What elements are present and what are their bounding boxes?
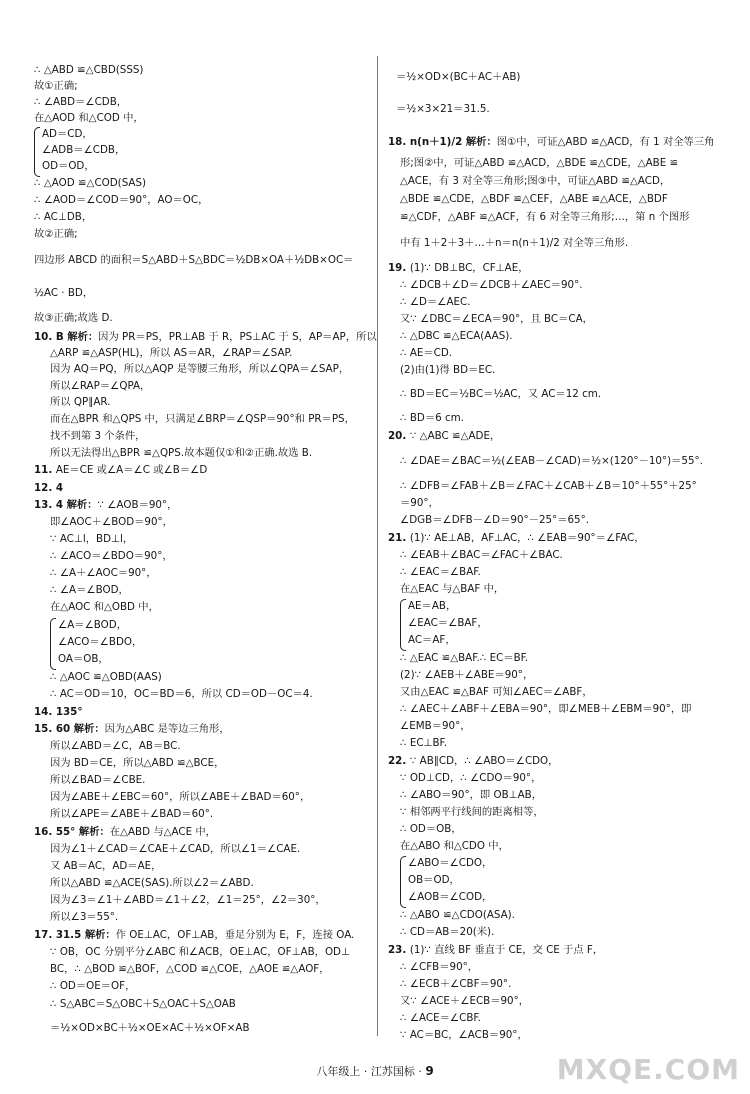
left-line (34, 96, 127, 109)
solution-text: 所以∠3＝55°. (50, 911, 119, 923)
right-line (400, 193, 668, 206)
analysis-label: 解析： (81, 929, 116, 941)
left-line (50, 911, 118, 924)
left-line (50, 396, 110, 409)
left-line (50, 860, 161, 873)
right-line (400, 772, 541, 785)
solution-text: 所以无法得出△BPR ≌△QPS.故本题仅①和②正确.故选 B. (50, 447, 313, 459)
solution-text: 所以∠APE＝∠ABE＋∠BAD＝60°. (50, 808, 214, 820)
left-line (50, 757, 224, 770)
solution-text: BC，∴ △BOD ≌△BOF，△COD ≌△COE，△AOE ≌△AOF， (50, 963, 330, 975)
right-line (400, 686, 593, 699)
solution-text: ∵ OD⊥CD，∴ ∠CDO＝90°， (400, 772, 542, 784)
solution-text: 又∵ ∠ACE＋∠ECB＝90°， (400, 995, 530, 1007)
right-line (400, 840, 509, 853)
solution-text: 四边形 ABCD 的面积＝S△ABD＋S△BDC＝½DB×OA＋½DB×OC＝ (34, 254, 354, 266)
right-line (400, 364, 495, 377)
solution-text: ∵ AC＝BC，∠ACB＝90°， (400, 1029, 528, 1041)
question-number: 11. (34, 464, 56, 476)
solution-text: ∴ △ABD ≌△CBD(SSS) (34, 64, 144, 76)
solution-text: 故①正确; (34, 80, 78, 92)
footer-text: 八年级上 · 江苏国标 · (316, 1065, 426, 1078)
system-brace (50, 618, 56, 670)
left-line (34, 482, 63, 495)
solution-text: 作 OE⊥AC，OF⊥AB，垂足分别为 E，F，连接 OA. (115, 929, 355, 941)
left-line (58, 636, 142, 649)
solution-text: (1)∵ DB⊥BC，CF⊥AE， (409, 262, 529, 274)
page-number: 9 (425, 1064, 434, 1078)
solution-text: 所以∠ABD＝∠C，AB＝BC. (50, 740, 181, 752)
right-line (400, 1012, 481, 1025)
right-line (400, 480, 697, 493)
solution-text: 形;图②中，可证△ABD ≌△ACD，△BDE ≌△CDE，△ABE ≌ (400, 157, 679, 169)
right-line (388, 944, 603, 957)
solution-text: ∵ ∠AOB＝90°， (97, 499, 178, 511)
right-line (400, 926, 494, 939)
left-line (34, 80, 78, 93)
solution-text: ∴ △ABO ≌△CDO(ASA). (400, 909, 515, 921)
question-number: 19. (388, 262, 410, 274)
question-number: 23. (388, 944, 410, 956)
solution-text: 即∠AOC＋∠BOD＝90°， (50, 516, 173, 528)
left-line (34, 64, 143, 77)
right-line (396, 71, 520, 84)
left-line (50, 843, 300, 856)
left-line (50, 447, 312, 460)
solution-text: ＝½×OD×BC＋½×OE×AC＋½×OF×AB (50, 1022, 250, 1034)
right-line (400, 211, 689, 224)
solution-text: 所以∠RAP＝∠QPA， (50, 380, 151, 392)
question-number: 18. (388, 136, 410, 148)
left-line (50, 516, 173, 529)
question-number: 21. (388, 532, 410, 544)
question-number: 12. 4 (34, 482, 63, 494)
right-line (400, 313, 593, 326)
solution-text: 故③正确;故选 D. (34, 312, 113, 324)
left-line (50, 946, 350, 959)
left-line (34, 464, 207, 477)
right-line (388, 136, 714, 149)
solution-text: ∴ OD＝OB， (400, 823, 462, 835)
left-line (50, 533, 133, 546)
right-line (400, 909, 515, 922)
solution-text: OD＝OD， (42, 160, 95, 172)
solution-text: ∴ ∠ECB＋∠CBF＝90°. (400, 978, 512, 990)
solution-text: ∴ △AOC ≌△OBD(AAS) (50, 671, 162, 683)
right-line (408, 600, 456, 613)
left-line (34, 826, 216, 839)
solution-text: △ACE，有 3 对全等三角形;图③中，可证△ABD ≌△ACD， (400, 175, 671, 187)
left-line (34, 177, 146, 190)
right-line (400, 961, 478, 974)
solution-text: 找不到第 3 个条件， (50, 430, 146, 442)
question-number: 17. 31.5 (34, 929, 82, 941)
question-number: 10. B (34, 331, 64, 343)
right-line (400, 455, 703, 468)
right-line (388, 430, 500, 443)
solution-text: AC＝AF， (408, 634, 456, 646)
question-number: 15. 60 (34, 723, 71, 735)
analysis-label: 解析： (70, 723, 105, 735)
left-line (50, 894, 326, 907)
solution-text: 故②正确; (34, 228, 78, 240)
solution-text: (2)∵ ∠AEB＋∠ABE＝90°， (400, 669, 534, 681)
solution-text: ∴ ∠AEC＋∠ABF＋∠EBA＝90°，即∠MEB＋∠EBM＝90°，即 (400, 703, 692, 715)
left-line (34, 706, 82, 719)
right-line (388, 532, 645, 545)
left-line (34, 254, 353, 267)
solution-text: ∴ △EAC ≌△BAF.∴ EC＝BF. (400, 652, 529, 664)
left-line (34, 312, 113, 325)
left-line (50, 430, 145, 443)
solution-text: (2)由(1)得 BD＝EC. (400, 364, 496, 376)
analysis-label: 解析： (63, 499, 98, 511)
solution-text: (1)∵ AE⊥AB，AF⊥AC，∴ ∠EAB＝90°＝∠FAC， (409, 532, 645, 544)
solution-text: ½AC · BD， (34, 287, 94, 299)
right-line (408, 891, 492, 904)
solution-text: ∠AOB＝∠COD， (408, 891, 493, 903)
solution-text: ∴ ∠EAB＋∠BAC＝∠FAC＋∠BAC. (400, 549, 563, 561)
left-line (58, 619, 127, 632)
right-line (400, 330, 513, 343)
solution-text: ＝½×OD×(BC＋AC＋AB) (396, 71, 521, 83)
question-number: 14. 135° (34, 706, 83, 718)
left-line (50, 567, 157, 580)
solution-text: ∴ ∠DCB＋∠D＝∠DCB＋∠AEC＝90°. (400, 279, 583, 291)
solution-text: AE＝CE 或∠A＝∠C 或∠B＝∠D (55, 464, 208, 476)
solution-text: ∴ ∠ACO＝∠BDO＝90°， (50, 550, 173, 562)
right-line (400, 514, 589, 527)
solution-text: ∠DGB＝∠DFB－∠D＝90°－25°＝65°. (400, 514, 590, 526)
left-line (34, 194, 208, 207)
solution-text: ∴ ∠D＝∠AEC. (400, 296, 471, 308)
solution-text: ∴ ∠ACE＝∠CBF. (400, 1012, 481, 1024)
solution-text: 因为∠ABE＋∠EBC＝60°，所以∠ABE＋∠BAD＝60°， (50, 791, 311, 803)
solution-text: 因为 AQ＝PQ，所以△AQP 是等腰三角形，所以∠QPA＝∠SAP， (50, 363, 350, 375)
left-line (50, 671, 162, 684)
right-line (400, 669, 533, 682)
right-line (388, 262, 529, 275)
solution-text: ∠EMB＝90°， (400, 720, 471, 732)
left-line (50, 774, 145, 787)
solution-text: 图①中，可证△ABD ≌△ACD，有 1 对全等三角 (496, 136, 715, 148)
solution-text: OA＝OB， (58, 653, 109, 665)
solution-text: ∴ AE＝CD. (400, 347, 453, 359)
right-line (400, 720, 471, 733)
solution-text: 因为 PR＝PS，PR⊥AB 于 R，PS⊥AC 于 S，AP＝AP，所以 (98, 331, 377, 343)
solution-text: ∴ ∠AOD＝∠COD＝90°，AO＝OC， (34, 194, 209, 206)
left-line (50, 380, 150, 393)
right-line (400, 175, 670, 188)
left-line (34, 723, 230, 736)
left-line (42, 144, 125, 157)
solution-text: ∴ OD＝OE＝OF， (50, 980, 136, 992)
right-line (400, 789, 542, 802)
right-line (400, 703, 691, 716)
solution-text: ∴ ∠ABD＝∠CDB， (34, 96, 128, 108)
solution-text: (1)∵ 直线 BF 垂直于 CE，交 CE 于点 F， (409, 944, 604, 956)
question-number: 16. 55° (34, 826, 76, 838)
solution-text: ∴ ∠EAC＝∠BAF. (400, 566, 481, 578)
analysis-label: 解析： (75, 826, 110, 838)
question-number: 13. 4 (34, 499, 63, 511)
solution-text: 在△ABD 与△ACE 中， (109, 826, 216, 838)
right-line (408, 874, 460, 887)
left-line (50, 413, 355, 426)
solution-text: 又 AB＝AC，AD＝AE， (50, 860, 162, 872)
solution-text: ∴ △AOD ≌△COD(SAS) (34, 177, 147, 189)
left-line (50, 688, 313, 701)
right-line (400, 1029, 528, 1042)
right-line (400, 978, 511, 991)
right-line (388, 755, 558, 768)
solution-text: ∴ EC⊥BF. (400, 737, 448, 749)
right-line (408, 617, 488, 630)
solution-text: ∠ABO＝∠CDO， (408, 857, 493, 869)
solution-text: ∵ △ABC ≌△ADE， (409, 430, 501, 442)
solution-text: ∴ BD＝6 cm. (400, 412, 464, 424)
solution-text: △BDE ≌△CDE，△BDF ≌△CEF，△ABE ≌△ACE，△BDF (400, 193, 668, 205)
solution-text: ∵ AC⊥l，BD⊥l， (50, 533, 134, 545)
solution-text: ＝½×3×21＝31.5. (396, 103, 490, 115)
solution-text: ∠ADB＝∠CDB， (42, 144, 126, 156)
left-line (50, 963, 330, 976)
solution-text: ＝90°， (400, 497, 439, 509)
left-line (34, 499, 177, 512)
left-line (50, 791, 310, 804)
right-line (400, 566, 481, 579)
right-line (400, 412, 464, 425)
watermark: MXQE.COM (556, 1053, 740, 1086)
solution-text: ∴ CD＝AB＝20(米). (400, 926, 495, 938)
left-line (50, 584, 129, 597)
solution-text: ∵ AB∥CD，∴ ∠ABO＝∠CDO， (409, 755, 559, 767)
left-line (50, 877, 254, 890)
solution-text: ∴ AC⊥DB， (34, 211, 93, 223)
solution-text: 又∵ ∠DBC＝∠ECA＝90°，且 BC＝CA， (400, 313, 593, 325)
right-line (400, 237, 628, 250)
solution-text: ∠A＝∠BOD， (58, 619, 128, 631)
left-line (50, 808, 213, 821)
column-divider (377, 56, 378, 1036)
left-line (42, 128, 93, 141)
solution-text: 在△ABO 和△CDO 中， (400, 840, 509, 852)
solution-text: ∴ ∠A＝∠BOD， (50, 584, 129, 596)
question-number: 22. (388, 755, 410, 767)
left-line (42, 160, 95, 173)
right-line (408, 634, 456, 647)
left-line (50, 601, 159, 614)
right-line (400, 549, 563, 562)
solution-text: ∠EAC＝∠BAF， (408, 617, 488, 629)
solution-text: 中有 1＋2＋3＋…＋n＝n(n＋1)/2 对全等三角形. (400, 237, 629, 249)
left-line (34, 331, 377, 344)
left-line (50, 347, 292, 360)
right-line (400, 806, 544, 819)
right-line (400, 157, 678, 170)
left-line (34, 112, 144, 125)
system-brace (34, 127, 40, 177)
solution-text: ∴ S△ABC＝S△OBC＋S△OAC＋S△OAB (50, 998, 236, 1010)
right-line (400, 388, 601, 401)
solution-text: 所以 QP∥AR. (50, 396, 111, 408)
solution-text: 而在△BPR 和△QPS 中，只满足∠BRP＝∠QSP＝90°和 PR＝PS， (50, 413, 355, 425)
left-line (34, 228, 78, 241)
left-line (50, 980, 135, 993)
left-line (58, 653, 109, 666)
left-line (50, 550, 173, 563)
solution-text: AD＝CD， (42, 128, 93, 140)
right-line (400, 497, 439, 510)
right-line (400, 737, 447, 750)
solution-text: ∵ 相邻两平行线间的距离相等， (400, 806, 544, 818)
solution-text: 又由△EAC ≌△BAF 可知∠AEC＝∠ABF， (400, 686, 593, 698)
solution-text: ∴ ∠CFB＝90°， (400, 961, 479, 973)
right-line (400, 279, 583, 292)
right-line (400, 652, 528, 665)
solution-text: 所以△ABD ≌△ACE(SAS).所以∠2＝∠ABD. (50, 877, 254, 889)
solution-text: ∴ AC＝OD＝10，OC＝BD＝6，所以 CD＝OD－OC＝4. (50, 688, 313, 700)
solution-text: 因为∠1＋∠CAD＝∠CAE＋∠CAD，所以∠1＝∠CAE. (50, 843, 301, 855)
system-brace (400, 856, 406, 908)
solution-text: ∴ BD＝EC＝½BC＝½AC，又 AC＝12 cm. (400, 388, 602, 400)
solution-text: ∴ △DBC ≌△ECA(AAS). (400, 330, 513, 342)
solution-text: 因为△ABC 是等边三角形， (104, 723, 230, 735)
left-line (34, 287, 93, 300)
left-line (50, 363, 349, 376)
solution-text: 在△AOC 和△OBD 中， (50, 601, 159, 613)
right-line (400, 296, 471, 309)
right-line (408, 857, 492, 870)
question-number: 20. (388, 430, 410, 442)
analysis-label: 解析： (63, 331, 99, 343)
system-brace (400, 599, 406, 651)
solution-text: △ARP ≌△ASP(HL)，所以 AS＝AR，∠RAP＝∠SAP. (50, 347, 293, 359)
analysis-label: 解析： (462, 136, 497, 148)
right-line (396, 103, 490, 116)
solution-text: ∠ACO＝∠BDO， (58, 636, 143, 648)
left-line (50, 1022, 250, 1035)
solution-text: ∴ ∠A＋∠AOC＝90°， (50, 567, 157, 579)
right-line (400, 823, 462, 836)
right-line (400, 347, 452, 360)
solution-text: ∵ OB，OC 分别平分∠ABC 和∠ACB，OE⊥AC，OF⊥AB，OD⊥ (50, 946, 350, 958)
solution-text: 所以∠BAD＝∠CBE. (50, 774, 146, 786)
solution-text: OB＝OD， (408, 874, 460, 886)
left-line (34, 929, 354, 942)
solution-text: ≌△CDF，△ABF ≌△ACF，有 6 对全等三角形;…，第 n 个图形 (400, 211, 690, 223)
solution-text: 因为 BD＝CE，所以△ABD ≌△BCE， (50, 757, 225, 769)
left-line (50, 740, 181, 753)
solution-text: ∴ ∠DFB＝∠FAB＋∠B＝∠FAC＋∠CAB＋∠B＝10°＋55°＋25° (400, 480, 697, 492)
solution-text: 在△EAC 与△BAF 中， (400, 583, 505, 595)
question-number: n(n＋1)/2 (409, 136, 463, 148)
solution-text: ∴ ∠DAE＝∠BAC＝½(∠EAB－∠CAD)＝½×(120°－10°)＝55°. (400, 455, 703, 467)
left-line (50, 998, 236, 1011)
solution-text: AE＝AB， (408, 600, 457, 612)
solution-text: 因为∠3＝∠1＋∠ABD＝∠1＋∠2，∠1＝25°，∠2＝30°， (50, 894, 326, 906)
right-line (400, 583, 504, 596)
solution-text: 在△AOD 和△COD 中， (34, 112, 144, 124)
solution-text: ∴ ∠ABO＝90°，即 OB⊥AB， (400, 789, 543, 801)
left-line (34, 211, 92, 224)
right-line (400, 995, 529, 1008)
